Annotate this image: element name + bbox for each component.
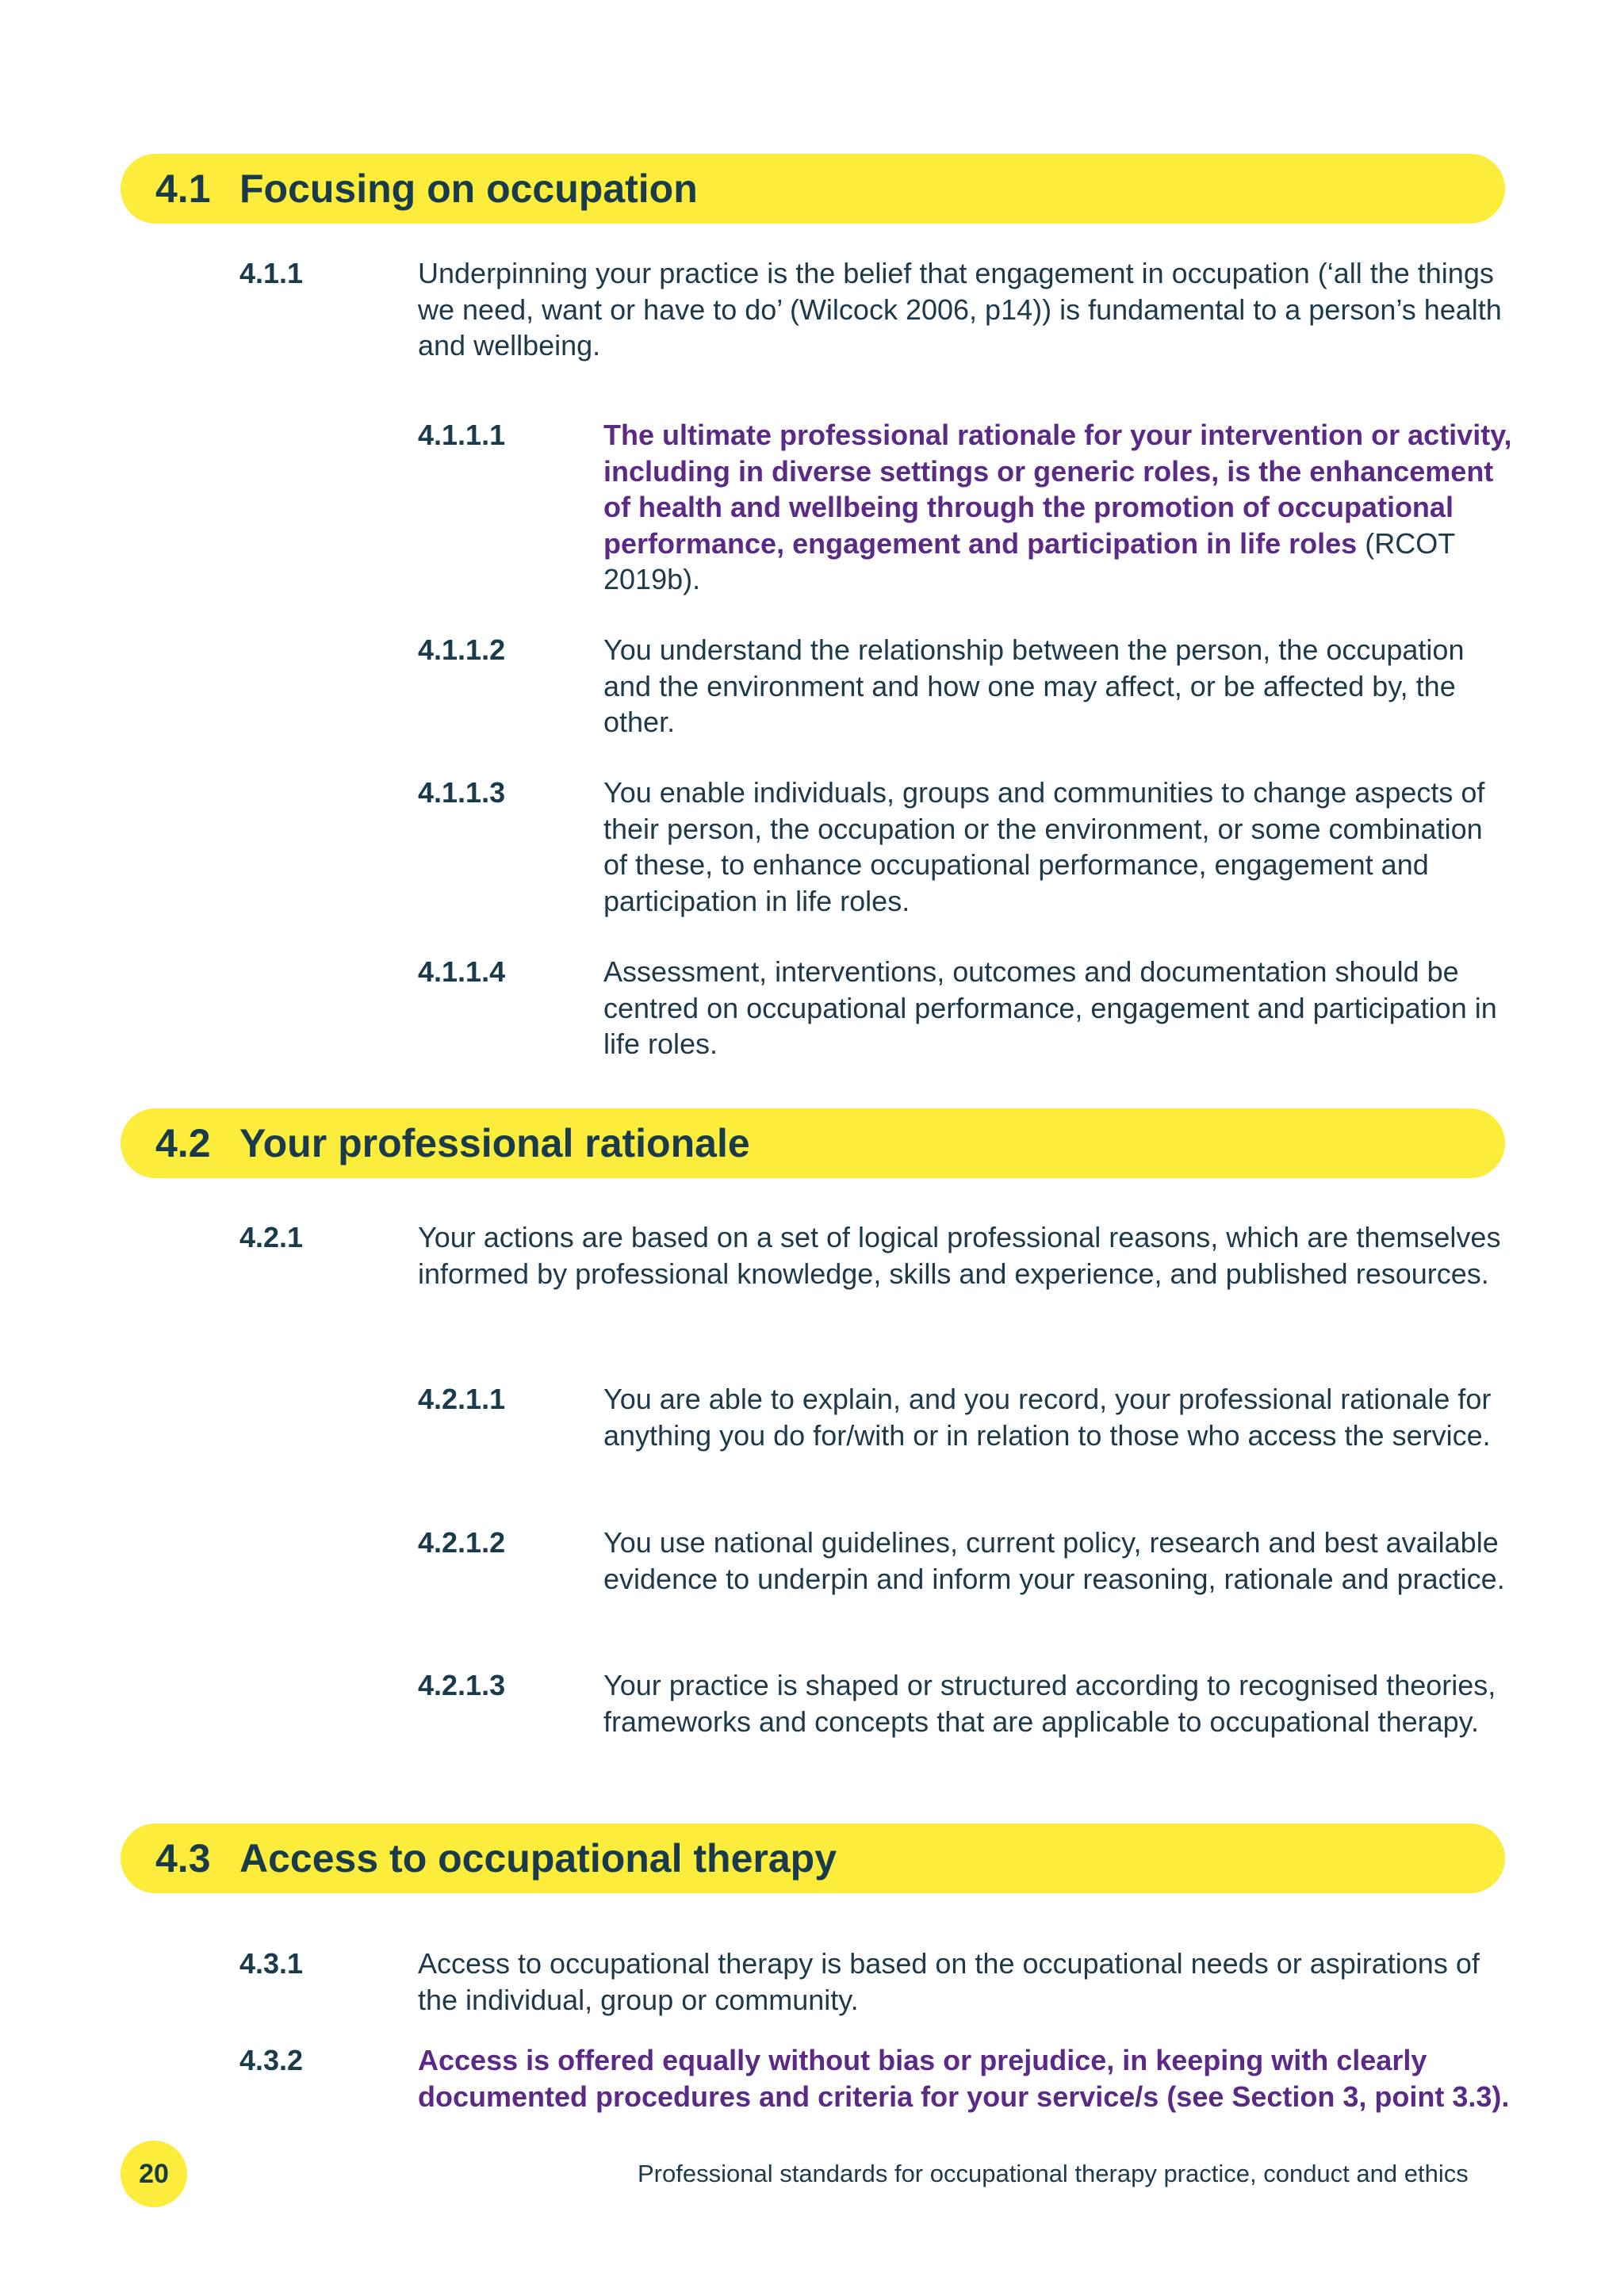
subitem-text: Assessment, interventions, outcomes and documentation should be centred on occupational performance, engagement and participation in life roles.: [603, 955, 1497, 1060]
item-text: Underpinning your practice is the belief that engagement in occupation (‘all the things we need, want or have to do’ (Wilcock 2006, p14)) is fundamental to a person’s health and wellbeing.: [418, 257, 1502, 362]
footer-document-title: Professional standards for occupational therapy practice, conduct and ethics: [638, 2160, 1469, 2187]
page-number: 20: [139, 2158, 169, 2189]
subitem-text: You use national guidelines, current policy, research and best available evidence to underpin and inform your reasoning, rationale and practice.: [603, 1526, 1505, 1595]
section-number: 4.3: [155, 1836, 211, 1881]
section-title: Access to occupational therapy: [239, 1836, 837, 1881]
subitem-number: 4.1.1.4: [418, 955, 506, 988]
section-number: 4.2: [155, 1121, 211, 1165]
subitem-text: You understand the relationship between the person, the occupation and the environment and how one may affect, or be affected by, the other.: [603, 633, 1465, 738]
section-title: Your professional rationale: [239, 1121, 750, 1165]
subitem-citation: (RCOT 2019b).: [603, 526, 1455, 595]
item-emphasis-text: Access is offered equally without bias or prejudice, in keeping with clearly documented procedures and criteria for your service/s (see Section 3, point 3.3).: [418, 2044, 1510, 2113]
subitem-number: 4.2.1.3: [418, 1669, 506, 1701]
item-number: 4.2.1: [239, 1221, 304, 1253]
subitem-number: 4.2.1.1: [418, 1383, 506, 1415]
subitem-text: You are able to explain, and you record, your professional rationale for anything you do for/with or in relation to those who access the service.: [603, 1383, 1492, 1452]
subitem-number: 4.2.1.2: [418, 1526, 506, 1559]
subitem-text: Your practice is shaped or structured according to recognised theories, frameworks and concepts that are applicable to occupational therapy.: [603, 1669, 1496, 1738]
subitem-number: 4.1.1.1: [418, 419, 506, 451]
section-header-4-1: [121, 154, 1505, 224]
subitem-number: 4.1.1.3: [418, 776, 506, 809]
item-text: Access to occupational therapy is based on the occupational needs or aspirations of the individual, group or community.: [418, 1947, 1480, 2016]
page-number-badge: [121, 2141, 187, 2207]
section-header-4-2: [121, 1108, 1505, 1178]
item-number: 4.3.2: [239, 2044, 304, 2076]
subitem-text: [603, 417, 1512, 598]
subitem-emphasis-text: The ultimate professional rationale for your intervention or activity, including in diverse settings or generic roles, is the enhancement of health and wellbeing through the promotion of occupational performance, engagement and participation in life roles: [603, 419, 1512, 560]
section-number: 4.1: [155, 166, 211, 211]
section-title: Focusing on occupation: [239, 166, 698, 211]
section-header-4-3: [121, 1823, 1505, 1893]
item-number: 4.3.1: [239, 1947, 304, 1980]
subitem-number: 4.1.1.2: [418, 633, 506, 666]
item-text: Your actions are based on a set of logical professional reasons, which are themselves informed by professional knowledge, skills and experience, and published resources.: [418, 1221, 1501, 1290]
item-number: 4.1.1: [239, 257, 304, 289]
subitem-text: You enable individuals, groups and communities to change aspects of their person, the occupation or the environment, or some combination of these, to enhance occupational performance, engagement and participation in life roles.: [603, 776, 1485, 917]
